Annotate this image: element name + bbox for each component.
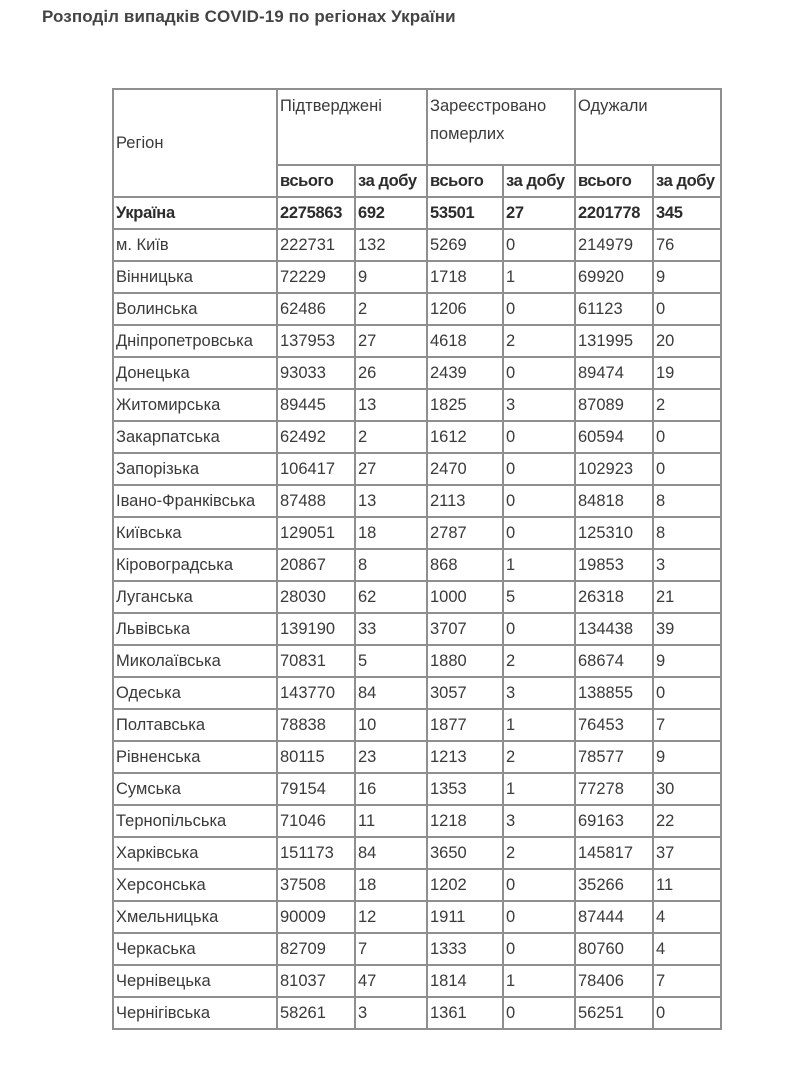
page-title: Розподіл випадків COVID-19 по регіонах України <box>42 7 456 26</box>
cell-deaths-total: 1612 <box>427 421 503 453</box>
table-row <box>113 293 721 325</box>
column-header-recovered-daily: за добу <box>653 165 721 197</box>
cell-recovered-daily: 7 <box>653 709 721 741</box>
cell-confirmed-daily: 27 <box>355 453 427 485</box>
cell-deaths-total: 3057 <box>427 677 503 709</box>
column-group-deaths: Зареєстровано померлих <box>427 89 575 165</box>
cell-deaths-daily: 0 <box>503 357 575 389</box>
cell-deaths-daily: 2 <box>503 645 575 677</box>
cell-recovered-daily: 11 <box>653 869 721 901</box>
cell-confirmed-daily: 62 <box>355 581 427 613</box>
cell-confirmed-daily: 23 <box>355 741 427 773</box>
cell-recovered-total: 125310 <box>575 517 653 549</box>
cell-deaths-total: 3650 <box>427 837 503 869</box>
cell-recovered-daily: 2 <box>653 389 721 421</box>
cell-recovered-total: 145817 <box>575 837 653 869</box>
cell-deaths-daily: 0 <box>503 901 575 933</box>
cell-deaths-daily: 1 <box>503 261 575 293</box>
cell-recovered-daily: 30 <box>653 773 721 805</box>
cell-confirmed-daily: 7 <box>355 933 427 965</box>
cell-recovered-daily: 8 <box>653 517 721 549</box>
cell-confirmed-total: 139190 <box>277 613 355 645</box>
cell-confirmed-total: 78838 <box>277 709 355 741</box>
cell-deaths-total: 1911 <box>427 901 503 933</box>
cell-recovered-total: 78577 <box>575 741 653 773</box>
cell-confirmed-total: 2275863 <box>277 197 355 229</box>
cell-region: Хмельницька <box>113 901 277 933</box>
cell-recovered-total: 87444 <box>575 901 653 933</box>
cell-region: Черкаська <box>113 933 277 965</box>
column-header-recovered-total: всього <box>575 165 653 197</box>
cell-deaths-daily: 0 <box>503 421 575 453</box>
cell-recovered-total: 80760 <box>575 933 653 965</box>
cell-recovered-daily: 0 <box>653 997 721 1029</box>
cell-confirmed-total: 81037 <box>277 965 355 997</box>
cell-recovered-daily: 37 <box>653 837 721 869</box>
cell-confirmed-total: 28030 <box>277 581 355 613</box>
cell-region: Львівська <box>113 613 277 645</box>
cell-region: Полтавська <box>113 709 277 741</box>
table-row <box>113 805 721 837</box>
cell-confirmed-total: 79154 <box>277 773 355 805</box>
cell-deaths-total: 2113 <box>427 485 503 517</box>
cell-deaths-total: 1206 <box>427 293 503 325</box>
cell-deaths-total: 2787 <box>427 517 503 549</box>
cell-deaths-daily: 0 <box>503 485 575 517</box>
cell-confirmed-daily: 47 <box>355 965 427 997</box>
cell-region: Вінницька <box>113 261 277 293</box>
cell-region: Кіровоградська <box>113 549 277 581</box>
cell-confirmed-total: 222731 <box>277 229 355 261</box>
cell-recovered-daily: 39 <box>653 613 721 645</box>
cell-recovered-daily: 9 <box>653 741 721 773</box>
covid-regions-table <box>112 88 722 1030</box>
column-header-deaths-daily: за добу <box>503 165 575 197</box>
cell-deaths-daily: 0 <box>503 229 575 261</box>
column-group-confirmed: Підтверджені <box>277 89 427 165</box>
cell-confirmed-daily: 13 <box>355 485 427 517</box>
cell-recovered-total: 19853 <box>575 549 653 581</box>
cell-deaths-total: 3707 <box>427 613 503 645</box>
cell-confirmed-daily: 84 <box>355 677 427 709</box>
cell-confirmed-total: 129051 <box>277 517 355 549</box>
cell-recovered-total: 131995 <box>575 325 653 357</box>
cell-recovered-total: 134438 <box>575 613 653 645</box>
table-row <box>113 325 721 357</box>
cell-confirmed-total: 137953 <box>277 325 355 357</box>
cell-deaths-daily: 0 <box>503 453 575 485</box>
cell-confirmed-daily: 692 <box>355 197 427 229</box>
table-row <box>113 901 721 933</box>
column-header-confirmed-daily: за добу <box>355 165 427 197</box>
cell-confirmed-total: 20867 <box>277 549 355 581</box>
cell-deaths-total: 2439 <box>427 357 503 389</box>
cell-recovered-daily: 22 <box>653 805 721 837</box>
cell-confirmed-daily: 3 <box>355 997 427 1029</box>
cell-deaths-total: 1202 <box>427 869 503 901</box>
cell-region: Луганська <box>113 581 277 613</box>
cell-recovered-daily: 0 <box>653 421 721 453</box>
cell-deaths-total: 1814 <box>427 965 503 997</box>
cell-confirmed-total: 71046 <box>277 805 355 837</box>
cell-confirmed-total: 143770 <box>277 677 355 709</box>
cell-region: Одеська <box>113 677 277 709</box>
cell-confirmed-daily: 16 <box>355 773 427 805</box>
cell-recovered-daily: 9 <box>653 261 721 293</box>
cell-deaths-total: 1825 <box>427 389 503 421</box>
cell-recovered-total: 60594 <box>575 421 653 453</box>
cell-region: Рівненська <box>113 741 277 773</box>
cell-confirmed-daily: 132 <box>355 229 427 261</box>
cell-confirmed-daily: 27 <box>355 325 427 357</box>
cell-recovered-total: 68674 <box>575 645 653 677</box>
table-row <box>113 741 721 773</box>
cell-deaths-total: 53501 <box>427 197 503 229</box>
table-row <box>113 613 721 645</box>
cell-recovered-daily: 0 <box>653 293 721 325</box>
table-row <box>113 997 721 1029</box>
cell-region: Чернівецька <box>113 965 277 997</box>
table-row <box>113 933 721 965</box>
cell-confirmed-daily: 5 <box>355 645 427 677</box>
cell-recovered-daily: 0 <box>653 453 721 485</box>
cell-recovered-total: 84818 <box>575 485 653 517</box>
cell-recovered-total: 87089 <box>575 389 653 421</box>
table-row <box>113 709 721 741</box>
cell-confirmed-daily: 18 <box>355 517 427 549</box>
cell-recovered-total: 35266 <box>575 869 653 901</box>
table-row <box>113 837 721 869</box>
cell-confirmed-total: 82709 <box>277 933 355 965</box>
cell-confirmed-total: 151173 <box>277 837 355 869</box>
cell-recovered-daily: 76 <box>653 229 721 261</box>
cell-deaths-total: 1877 <box>427 709 503 741</box>
table-row-total <box>113 197 721 229</box>
cell-confirmed-daily: 33 <box>355 613 427 645</box>
cell-deaths-daily: 0 <box>503 997 575 1029</box>
cell-deaths-total: 2470 <box>427 453 503 485</box>
cell-confirmed-total: 93033 <box>277 357 355 389</box>
cell-deaths-total: 1333 <box>427 933 503 965</box>
table-row <box>113 645 721 677</box>
column-header-region: Регіон <box>113 89 277 197</box>
column-group-recovered: Одужали <box>575 89 721 165</box>
table-row <box>113 517 721 549</box>
cell-region: Київська <box>113 517 277 549</box>
column-header-confirmed-total: всього <box>277 165 355 197</box>
cell-region: Запорізька <box>113 453 277 485</box>
cell-deaths-daily: 0 <box>503 293 575 325</box>
cell-region: Волинська <box>113 293 277 325</box>
cell-region: Тернопільська <box>113 805 277 837</box>
cell-recovered-daily: 3 <box>653 549 721 581</box>
table-row <box>113 869 721 901</box>
cell-confirmed-total: 106417 <box>277 453 355 485</box>
cell-confirmed-total: 87488 <box>277 485 355 517</box>
cell-region: Закарпатська <box>113 421 277 453</box>
cell-recovered-total: 26318 <box>575 581 653 613</box>
cell-confirmed-total: 90009 <box>277 901 355 933</box>
cell-recovered-total: 138855 <box>575 677 653 709</box>
cell-recovered-total: 76453 <box>575 709 653 741</box>
header-row-groups <box>113 89 721 165</box>
table-row <box>113 677 721 709</box>
cell-deaths-daily: 3 <box>503 677 575 709</box>
cell-confirmed-daily: 11 <box>355 805 427 837</box>
cell-recovered-total: 56251 <box>575 997 653 1029</box>
cell-deaths-daily: 2 <box>503 325 575 357</box>
cell-recovered-total: 102923 <box>575 453 653 485</box>
cell-recovered-daily: 9 <box>653 645 721 677</box>
cell-confirmed-daily: 10 <box>355 709 427 741</box>
cell-region: Харківська <box>113 837 277 869</box>
table-row <box>113 965 721 997</box>
cell-recovered-total: 77278 <box>575 773 653 805</box>
cell-confirmed-total: 80115 <box>277 741 355 773</box>
cell-recovered-total: 78406 <box>575 965 653 997</box>
cell-deaths-daily: 2 <box>503 837 575 869</box>
cell-deaths-total: 1718 <box>427 261 503 293</box>
cell-deaths-daily: 3 <box>503 389 575 421</box>
cell-deaths-daily: 0 <box>503 517 575 549</box>
cell-region: м. Київ <box>113 229 277 261</box>
cell-confirmed-daily: 8 <box>355 549 427 581</box>
cell-confirmed-daily: 18 <box>355 869 427 901</box>
cell-recovered-daily: 21 <box>653 581 721 613</box>
cell-confirmed-total: 62486 <box>277 293 355 325</box>
cell-region: Донецька <box>113 357 277 389</box>
cell-region: Сумська <box>113 773 277 805</box>
cell-confirmed-total: 37508 <box>277 869 355 901</box>
cell-deaths-daily: 3 <box>503 805 575 837</box>
cell-recovered-daily: 19 <box>653 357 721 389</box>
cell-confirmed-total: 70831 <box>277 645 355 677</box>
table-row <box>113 421 721 453</box>
cell-deaths-daily: 1 <box>503 773 575 805</box>
cell-recovered-total: 2201778 <box>575 197 653 229</box>
table-row <box>113 485 721 517</box>
cell-recovered-daily: 4 <box>653 901 721 933</box>
cell-confirmed-daily: 2 <box>355 293 427 325</box>
cell-confirmed-total: 62492 <box>277 421 355 453</box>
table-row <box>113 357 721 389</box>
table-row <box>113 581 721 613</box>
table-row <box>113 773 721 805</box>
cell-deaths-total: 1218 <box>427 805 503 837</box>
cell-region: Житомирська <box>113 389 277 421</box>
cell-recovered-daily: 8 <box>653 485 721 517</box>
cell-recovered-total: 214979 <box>575 229 653 261</box>
table-row <box>113 453 721 485</box>
cell-deaths-total: 1000 <box>427 581 503 613</box>
cell-confirmed-daily: 13 <box>355 389 427 421</box>
cell-recovered-total: 69163 <box>575 805 653 837</box>
table-row <box>113 549 721 581</box>
cell-region: Україна <box>113 197 277 229</box>
cell-deaths-daily: 1 <box>503 549 575 581</box>
column-header-deaths-total: всього <box>427 165 503 197</box>
cell-deaths-daily: 0 <box>503 869 575 901</box>
cell-confirmed-daily: 9 <box>355 261 427 293</box>
table-row <box>113 389 721 421</box>
table-body <box>113 197 721 1029</box>
cell-confirmed-daily: 84 <box>355 837 427 869</box>
cell-recovered-daily: 0 <box>653 677 721 709</box>
cell-confirmed-daily: 26 <box>355 357 427 389</box>
cell-region: Чернігівська <box>113 997 277 1029</box>
cell-recovered-total: 61123 <box>575 293 653 325</box>
cell-confirmed-total: 58261 <box>277 997 355 1029</box>
cell-recovered-total: 69920 <box>575 261 653 293</box>
cell-recovered-daily: 345 <box>653 197 721 229</box>
cell-recovered-daily: 7 <box>653 965 721 997</box>
cell-region: Івано-​Франківська <box>113 485 277 517</box>
cell-deaths-daily: 1 <box>503 965 575 997</box>
cell-region: Дніпропетровська <box>113 325 277 357</box>
cell-deaths-total: 1213 <box>427 741 503 773</box>
table-row <box>113 229 721 261</box>
cell-deaths-total: 1353 <box>427 773 503 805</box>
cell-confirmed-daily: 12 <box>355 901 427 933</box>
cell-deaths-total: 4618 <box>427 325 503 357</box>
cell-deaths-total: 1361 <box>427 997 503 1029</box>
cell-deaths-total: 5269 <box>427 229 503 261</box>
cell-deaths-daily: 0 <box>503 613 575 645</box>
cell-deaths-daily: 1 <box>503 709 575 741</box>
cell-region: Херсонська <box>113 869 277 901</box>
table-row <box>113 261 721 293</box>
cell-deaths-daily: 27 <box>503 197 575 229</box>
cell-deaths-daily: 5 <box>503 581 575 613</box>
cell-region: Миколаївська <box>113 645 277 677</box>
cell-confirmed-total: 89445 <box>277 389 355 421</box>
cell-deaths-total: 1880 <box>427 645 503 677</box>
cell-confirmed-daily: 2 <box>355 421 427 453</box>
cell-deaths-total: 868 <box>427 549 503 581</box>
cell-recovered-daily: 20 <box>653 325 721 357</box>
cell-deaths-daily: 0 <box>503 933 575 965</box>
cell-deaths-daily: 2 <box>503 741 575 773</box>
cell-recovered-daily: 4 <box>653 933 721 965</box>
cell-confirmed-total: 72229 <box>277 261 355 293</box>
cell-recovered-total: 89474 <box>575 357 653 389</box>
